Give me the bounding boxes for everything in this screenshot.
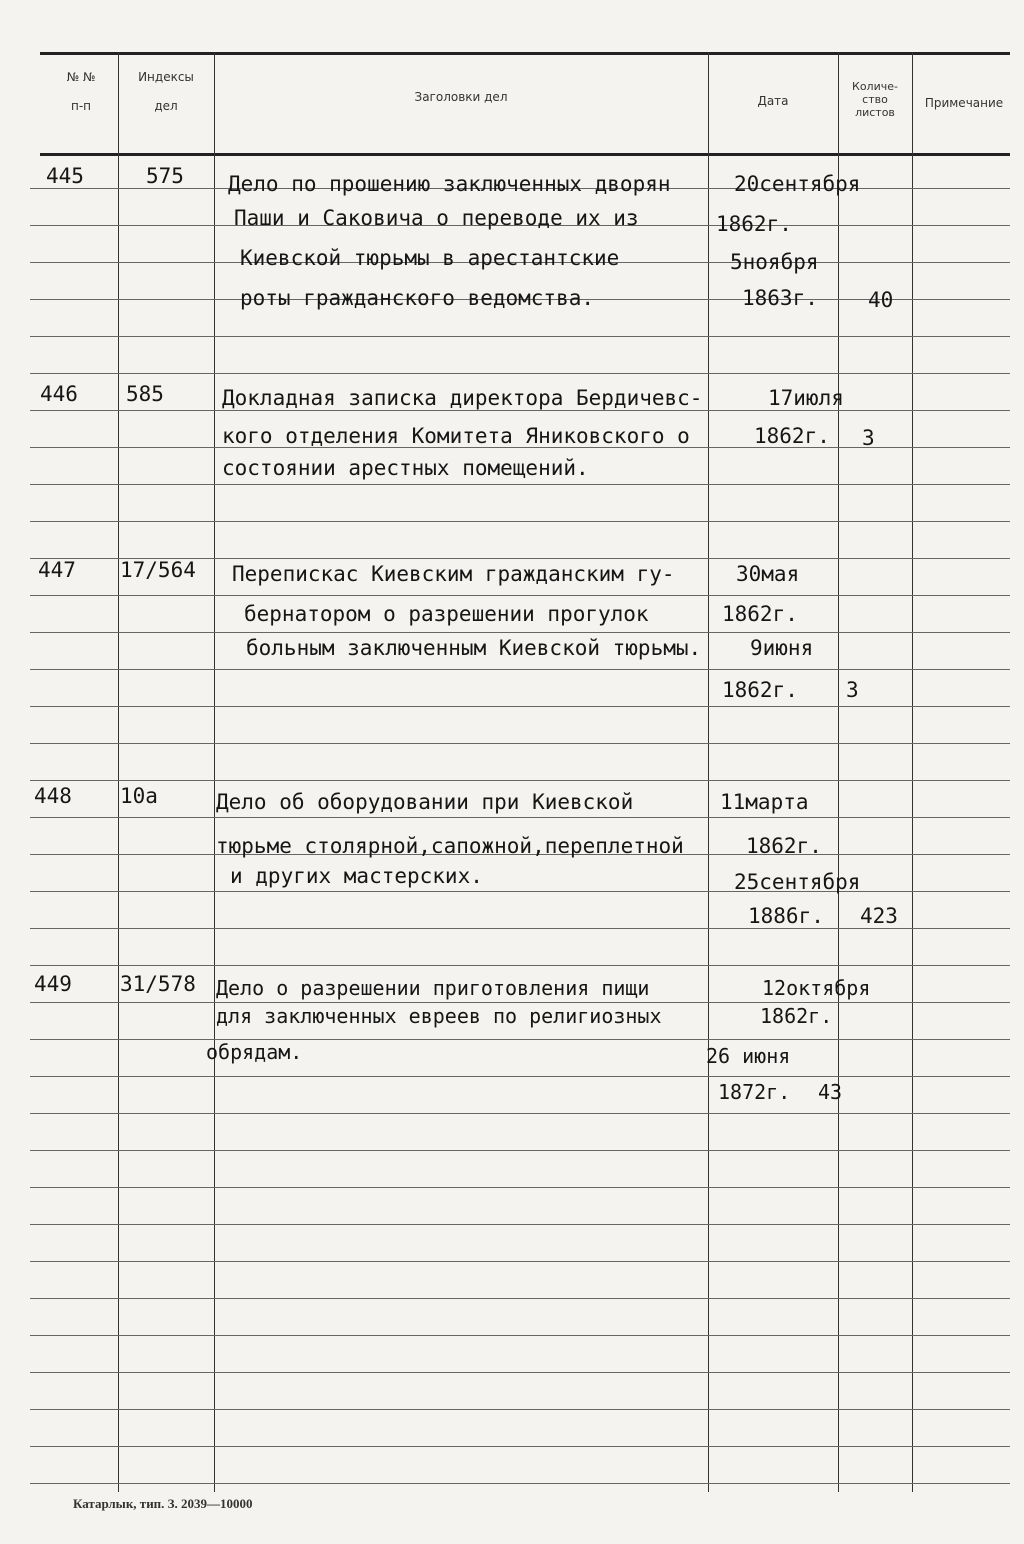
entry-title-line: Докладная записка директора Бердичевс- (222, 386, 703, 410)
entry-date-line: 9июня (750, 636, 814, 660)
column-divider (118, 52, 119, 1492)
entry-sheet-count: 3 (862, 426, 875, 450)
header-sheet-count: Количе- ство листов (852, 80, 898, 119)
entry-number: 447 (38, 558, 76, 582)
entry-title-line: бернатором о разрешении прогулок (244, 602, 649, 626)
column-divider (912, 52, 913, 1492)
entry-title-line: роты гражданского ведомства. (240, 286, 595, 310)
ruled-line (30, 1372, 1010, 1373)
ruled-line (30, 706, 1010, 707)
entry-date-line: 12октября (762, 976, 871, 1000)
entry-number: 446 (40, 382, 78, 406)
entry-title-line: Дело об оборудовании при Киевской (216, 790, 634, 814)
entry-sheet-count: 3 (846, 678, 859, 702)
ruled-line (30, 1150, 1010, 1151)
entry-date-line: 1863г. (742, 286, 818, 310)
entry-date-line: 1862г. (716, 212, 792, 236)
entry-index: 585 (126, 382, 164, 406)
ruled-line (30, 1298, 1010, 1299)
print-imprint: Катарлык, тип. З. 2039—10000 (73, 1496, 253, 1511)
entry-date-line: 26 июня (706, 1044, 791, 1068)
entry-date-line: 5ноября (730, 250, 819, 274)
ruled-line (30, 1039, 1010, 1040)
ruled-line (30, 891, 1010, 892)
entry-index: 17/564 (120, 558, 196, 582)
entry-date-line: 17июля (768, 386, 844, 410)
entry-index: 575 (146, 164, 184, 188)
entry-date-line: 1862г. (754, 424, 830, 448)
header-date: Дата (757, 94, 789, 108)
entry-number: 448 (34, 784, 72, 808)
entry-index: 10а (120, 784, 158, 808)
entry-date-line: 30мая (736, 562, 800, 586)
ruled-line (30, 1224, 1010, 1225)
ruled-line (30, 669, 1010, 670)
header-number: № № п-п (66, 70, 96, 113)
entry-title-line: тюрьме столярной,сапожной,переплетной (216, 834, 684, 858)
column-divider (708, 52, 709, 1492)
entry-date-line: 25сентября (734, 870, 861, 894)
entry-date-line: 1886г. (748, 904, 824, 928)
ruled-line (30, 1113, 1010, 1114)
entry-date-line: 1862г. (746, 834, 822, 858)
ruled-line (30, 780, 1010, 781)
ruled-line (30, 1483, 1010, 1484)
ruled-line (30, 373, 1010, 374)
entry-date-line: 11марта (720, 790, 809, 814)
header-index: Индексы дел (138, 70, 194, 113)
entry-sheet-count: 423 (860, 904, 898, 928)
entry-title-line: для заключенных евреев по религиозных (216, 1004, 662, 1028)
entry-date-line: 1862г. (722, 602, 798, 626)
entry-index: 31/578 (120, 972, 196, 996)
entry-number: 445 (46, 164, 84, 188)
entry-number: 449 (34, 972, 72, 996)
entry-date-line: 1872г. (718, 1080, 791, 1104)
header-note: Примечание (924, 96, 1004, 110)
ruled-line (30, 1409, 1010, 1410)
entry-sheet-count: 43 (818, 1080, 843, 1104)
entry-title-line: кого отделения Комитета Яниковского о (222, 424, 690, 448)
entry-title-line: Перепискас Киевским гражданским гу- (232, 562, 675, 586)
ruled-line (30, 1187, 1010, 1188)
header-bottom-rule (40, 153, 1010, 156)
column-divider (214, 52, 215, 1492)
entry-title-line: Дело по прошению заключенных дворян (228, 172, 671, 196)
ruled-line (30, 1076, 1010, 1077)
ruled-line (30, 1261, 1010, 1262)
entry-title-line: Киевской тюрьмы в арестантские (240, 246, 620, 270)
entry-title-line: и других мастерских. (230, 864, 483, 888)
entry-date-line: 1862г. (760, 1004, 833, 1028)
header-top-rule (40, 52, 1010, 55)
ruled-line (30, 1335, 1010, 1336)
entry-title-line: Паши и Саковича о переводе их из (234, 206, 639, 230)
ruled-line (30, 1446, 1010, 1447)
entry-sheet-count: 40 (868, 288, 894, 312)
ruled-line (30, 521, 1010, 522)
entry-date-line: 1862г. (722, 678, 798, 702)
header-title: Заголовки дел (414, 90, 508, 104)
entry-title-line: состоянии арестных помещений. (222, 456, 589, 480)
entry-date-line: 20сентября (734, 172, 861, 196)
ruled-line (30, 336, 1010, 337)
ruled-line (30, 743, 1010, 744)
entry-title-line: обрядам. (206, 1040, 303, 1064)
column-divider (838, 52, 839, 1492)
entry-title-line: Дело о разрешении приготовления пищи (216, 976, 650, 1000)
entry-title-line: больным заключенным Киевской тюрьмы. (246, 636, 702, 660)
